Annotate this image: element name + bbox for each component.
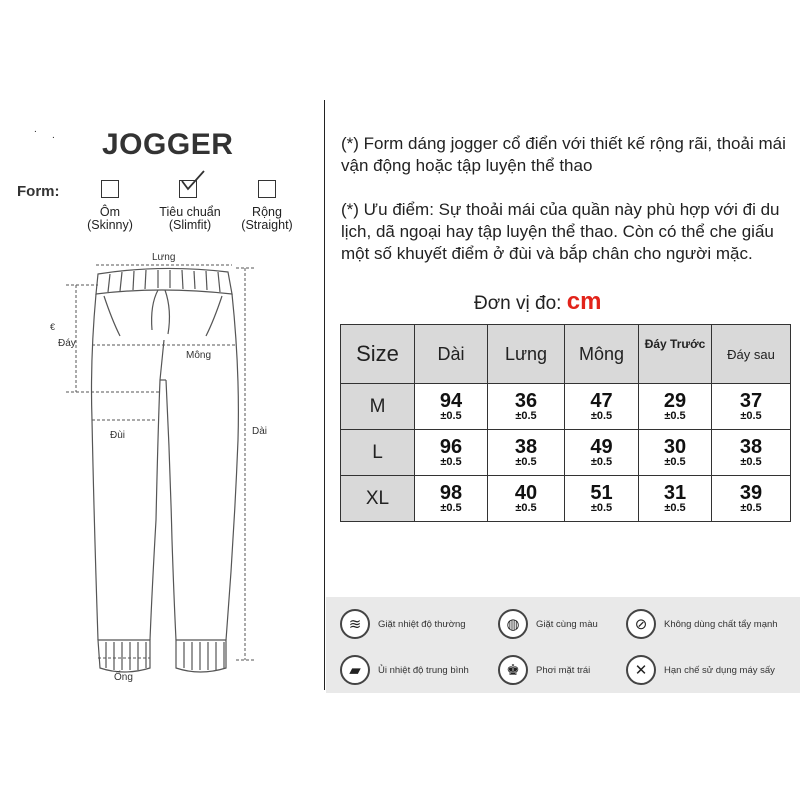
option-name: Rộng: [252, 205, 282, 219]
value: 96: [439, 436, 463, 458]
value: 49: [590, 436, 613, 458]
wash-30-icon: ≋: [340, 609, 370, 639]
left-panel: [0, 0, 324, 800]
value: 37: [739, 390, 763, 412]
checkbox-straight[interactable]: [258, 180, 276, 198]
tolerance: ±0.5: [515, 410, 537, 422]
header-day-truoc: Đáy Trước: [639, 325, 712, 384]
tolerance: ±0.5: [440, 410, 462, 422]
care-item-dry-inside-out: [498, 655, 590, 685]
care-text: Giặt cùng màu: [536, 618, 598, 630]
tolerance: ±0.5: [515, 456, 537, 468]
care-item-no-bleach: [626, 609, 778, 639]
tolerance: ±0.5: [590, 502, 613, 514]
care-item-wash-color: [498, 609, 598, 639]
size-cell: XL: [341, 476, 415, 522]
value-cell: [488, 430, 565, 476]
description-advantages: (*) Ưu điểm: Sự thoải mái của quần này phù hợp với đi du lịch, dã ngoại hay tập luyện thể thao. Còn có thể che giấu một số khuyết điểm ở đùi và bắp chân cho người mặc.: [341, 200, 780, 263]
option-sub: (Skinny): [87, 218, 133, 232]
tolerance: ±0.5: [590, 410, 613, 422]
label-lung: Lưng: [152, 252, 176, 263]
tolerance: ±0.5: [664, 410, 686, 422]
dot-mark: .: [34, 124, 37, 135]
size-cell: L: [341, 430, 415, 476]
value: 98: [439, 482, 463, 504]
value: 38: [514, 436, 538, 458]
value-cell: [565, 476, 639, 522]
care-text: Giặt nhiệt độ thường: [378, 618, 466, 630]
value-cell: [565, 384, 639, 430]
value-cell: [565, 430, 639, 476]
table-header-row: [341, 325, 791, 384]
value: 38: [739, 436, 763, 458]
label-ong: Ống: [114, 672, 133, 683]
form-label: Form:: [17, 183, 60, 200]
value-cell: [639, 384, 712, 430]
value: 29: [663, 390, 687, 412]
checkmark-icon: [180, 169, 206, 195]
value-cell: [415, 384, 488, 430]
tolerance: ±0.5: [515, 502, 537, 514]
dry-inside-out-icon: ♚: [498, 655, 528, 685]
care-text: Hạn chế sử dụng máy sấy: [664, 664, 775, 676]
tolerance: ±0.5: [740, 456, 762, 468]
value: 36: [514, 390, 538, 412]
label-mong: Mông: [186, 350, 212, 361]
wash-color-icon: ◍: [498, 609, 528, 639]
option-sub: (Slimfit): [168, 218, 212, 232]
no-bleach-icon: ⊘: [626, 609, 656, 639]
table-row: [341, 476, 791, 522]
label-dui: Đùi: [110, 430, 126, 441]
value-cell: [488, 476, 565, 522]
no-dryer-icon: ✕: [626, 655, 656, 685]
value: 40: [514, 482, 538, 504]
care-item-wash-temp: [340, 609, 466, 639]
care-instructions-panel: [326, 597, 800, 693]
size-cell: M: [341, 384, 415, 430]
size-table: [340, 324, 791, 522]
value: 51: [590, 482, 613, 504]
value-cell: [712, 384, 791, 430]
value: 94: [439, 390, 463, 412]
option-name: Ôm: [99, 205, 121, 219]
value-cell: [712, 476, 791, 522]
value-cell: [415, 476, 488, 522]
care-text: Ủi nhiệt độ trung bình: [378, 664, 469, 676]
label-day: Đáy: [58, 338, 76, 349]
header-size: Size: [341, 325, 415, 384]
care-text: Phơi mặt trái: [536, 664, 591, 676]
checkbox-slimfit[interactable]: [179, 180, 197, 198]
option-sub: (Straight): [241, 218, 293, 232]
tolerance: ±0.5: [740, 410, 762, 422]
value-cell: [712, 430, 791, 476]
option-straight: [235, 206, 299, 232]
unit-label: Đơn vị đo:: [474, 293, 567, 314]
jogger-pants-diagram: [0, 240, 324, 700]
checkbox-skinny[interactable]: [101, 180, 119, 198]
care-item-no-dryer: [626, 655, 775, 685]
value-cell: [415, 430, 488, 476]
header-lung: Lưng: [488, 325, 565, 384]
tolerance: ±0.5: [590, 456, 613, 468]
value-cell: [639, 476, 712, 522]
option-skinny: [80, 206, 140, 232]
value: 39: [739, 482, 763, 504]
euro-mark: €: [50, 322, 56, 332]
header-mong: Mông: [565, 325, 639, 384]
table-row: [341, 384, 791, 430]
value: 47: [590, 390, 613, 412]
tolerance: ±0.5: [664, 502, 686, 514]
iron-icon: ▰: [340, 655, 370, 685]
tolerance: ±0.5: [440, 502, 462, 514]
value-cell: [639, 430, 712, 476]
unit-value: cm: [566, 288, 602, 315]
header-dai: Dài: [415, 325, 488, 384]
label-dai: Dài: [252, 426, 268, 437]
dot-mark: .: [52, 130, 55, 141]
description-form: (*) Form dáng jogger cổ điển với thiết kế rộng rãi, thoải mái vận động hoặc tập luyện thể thao: [341, 134, 786, 175]
value: 30: [663, 436, 687, 458]
care-text: Không dùng chất tẩy mạnh: [664, 618, 778, 630]
tolerance: ±0.5: [664, 456, 686, 468]
value-cell: [488, 384, 565, 430]
panel-divider: [324, 100, 325, 690]
tolerance: ±0.5: [440, 456, 462, 468]
unit-line: [474, 288, 601, 316]
value: 31: [663, 482, 687, 504]
option-slimfit: [150, 206, 230, 232]
header-day-sau: Đáy sau: [712, 325, 791, 384]
tolerance: ±0.5: [740, 502, 762, 514]
option-name: Tiêu chuẩn: [159, 205, 221, 219]
care-item-iron: [340, 655, 469, 685]
table-row: [341, 430, 791, 476]
page-title: JOGGER: [102, 128, 234, 161]
